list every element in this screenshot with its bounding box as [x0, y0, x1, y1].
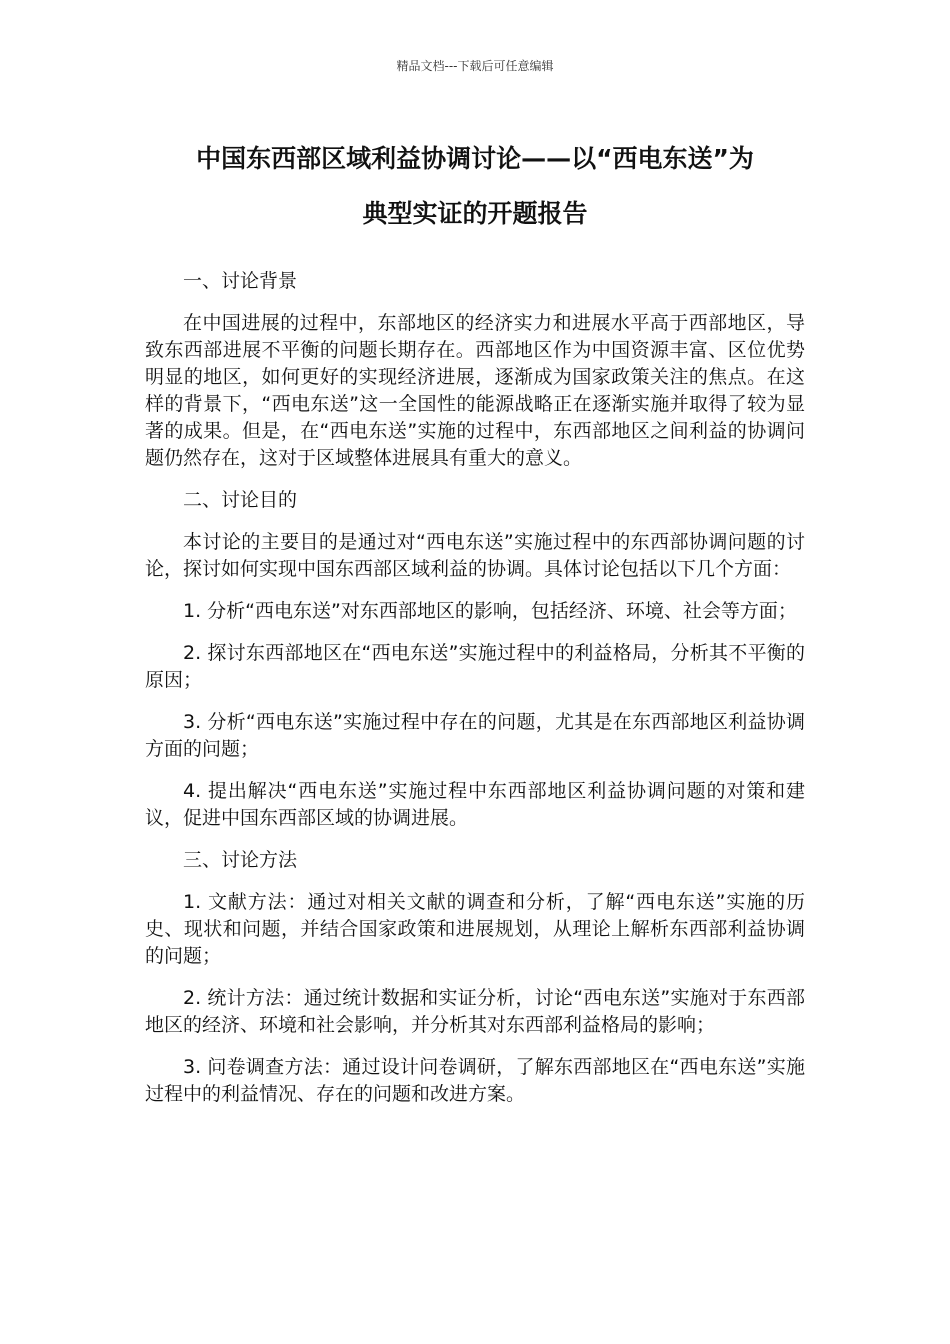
section-heading-purpose: 二、讨论目的	[183, 489, 298, 511]
list-item-method-3: 3. 问卷调查方法：通过设计问卷调研，了解东西部地区在“西电东送”实施过程中的利益情况、存在的问题和改进方案。	[145, 1056, 805, 1105]
section-heading-background: 一、讨论背景	[183, 270, 298, 292]
list-item-method-2: 2. 统计方法：通过统计数据和实证分析，讨论“西电东送”实施对于东西部地区的经济、环境和社会影响，并分析其对东西部利益格局的影响；	[145, 987, 805, 1036]
list-item-purpose-3: 3. 分析“西电东送”实施过程中存在的问题，尤其是在东西部地区利益协调方面的问题；	[145, 711, 805, 760]
paragraph-purpose: 本讨论的主要目的是通过对“西电东送”实施过程中的东西部协调问题的讨论，探讨如何实现中国东西部区域利益的协调。具体讨论包括以下几个方面：	[145, 531, 805, 580]
document-title-line-2: 典型实证的开题报告	[362, 199, 588, 228]
list-item-purpose-2: 2. 探讨东西部地区在“西电东送”实施过程中的利益格局，分析其不平衡的原因；	[145, 642, 805, 691]
section-heading-method: 三、讨论方法	[183, 849, 298, 871]
page-header: 精品文档---下载后可任意编辑	[396, 59, 554, 73]
document-title-line-1: 中国东西部区域利益协调讨论——以“西电东送”为	[196, 144, 754, 173]
list-item-purpose-4: 4. 提出解决“西电东送”实施过程中东西部地区利益协调问题的对策和建议，促进中国东西部区域的协调进展。	[145, 780, 805, 829]
list-item-method-1: 1. 文献方法：通过对相关文献的调查和分析，了解“西电东送”实施的历史、现状和问题，并结合国家政策和进展规划，从理论上解析东西部利益协调的问题；	[145, 891, 805, 967]
list-item-purpose-1: 1. 分析“西电东送”对东西部地区的影响，包括经济、环境、社会等方面；	[183, 600, 797, 622]
document-body	[145, 268, 805, 1123]
paragraph-background: 在中国进展的过程中，东部地区的经济实力和进展水平高于西部地区，导致东西部进展不平衡的问题长期存在。西部地区作为中国资源丰富、区位优势明显的地区，如何更好的实现经济进展，逐渐成为国家政策关注的焦点。在这样的背景下，“西电东送”这一全国性的能源战略正在逐渐实施并取得了较为显著的成果。但是，在“西电东送”实施的过程中，东西部地区之间利益的协调问题仍然存在，这对于区域整体进展具有重大的意义。	[145, 312, 805, 469]
